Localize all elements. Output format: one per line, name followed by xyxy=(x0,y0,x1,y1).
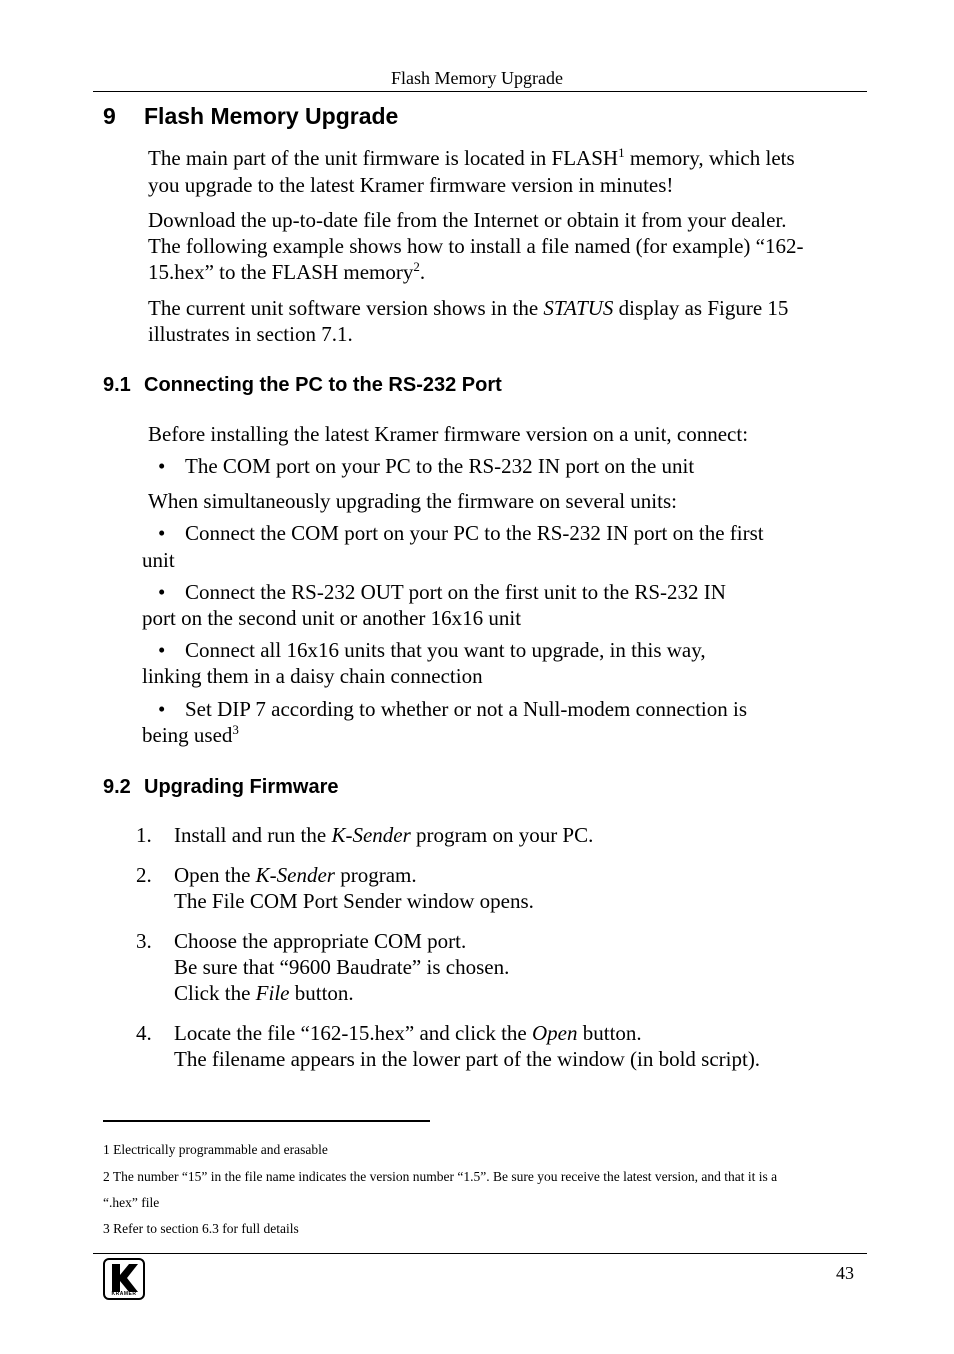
text: The current unit software version shows in the xyxy=(148,296,544,320)
footnote: 3 Refer to section 6.3 for full details xyxy=(103,1221,299,1236)
running-header: Flash Memory Upgrade xyxy=(391,68,563,88)
text: Locate the file “162-15.hex” and click the xyxy=(174,1021,533,1045)
paragraph xyxy=(148,145,795,171)
list-item xyxy=(148,520,764,546)
list-item-continuation: unit xyxy=(142,548,175,572)
footer-rule xyxy=(93,1253,867,1254)
section-title: Connecting the PC to the RS-232 Port xyxy=(144,374,502,396)
text: program. xyxy=(334,863,417,887)
list-item xyxy=(148,453,694,479)
footnote-ref: 2 xyxy=(413,259,420,274)
list-item-text: Connect the RS-232 OUT port on the first unit to the RS-232 IN xyxy=(185,580,726,604)
step-number: 3. xyxy=(136,929,152,953)
list-item-continuation xyxy=(142,722,239,748)
header-rule xyxy=(93,91,867,92)
bullet-icon: • xyxy=(158,638,166,662)
italic-text: K-Sender xyxy=(255,863,335,887)
text: Click the xyxy=(174,981,256,1005)
bullet-icon: • xyxy=(158,580,166,604)
text: memory, which lets xyxy=(624,146,795,170)
paragraph-line xyxy=(148,295,788,321)
step-text-line: The filename appears in the lower part of the window (in bold script). xyxy=(174,1047,761,1071)
section-9-2-heading xyxy=(103,776,338,799)
step-number: 1. xyxy=(136,823,152,847)
list-item xyxy=(148,637,706,663)
step-number: 2. xyxy=(136,863,152,887)
text: The main part of the unit firmware is located in FLASH xyxy=(148,146,619,170)
footnote-ref: 3 xyxy=(232,722,239,737)
section-9-heading xyxy=(103,103,398,130)
paragraph-line: Download the up-to-date file from the Internet or obtain it from your dealer. xyxy=(148,208,787,232)
list-item-text: Connect all 16x16 units that you want to upgrade, in this way, xyxy=(185,638,706,662)
section-title: Upgrading Firmware xyxy=(144,776,339,798)
bullet-icon: • xyxy=(158,454,166,478)
text: being used xyxy=(142,723,233,747)
text: 15.hex” to the FLASH memory xyxy=(148,260,414,284)
text: button. xyxy=(577,1021,642,1045)
text: Install and run the xyxy=(174,823,332,847)
section-9-1-heading xyxy=(103,374,502,397)
italic-text: STATUS xyxy=(543,296,614,320)
text: Open the xyxy=(174,863,256,887)
logo-wordmark: KRAMER xyxy=(111,1291,137,1297)
page-number: 43 xyxy=(836,1263,854,1283)
step-text-line: The File COM Port Sender window opens. xyxy=(174,889,534,913)
footnote-separator xyxy=(103,1120,430,1122)
step-text xyxy=(174,822,593,848)
paragraph-line: Before installing the latest Kramer firmware version on a unit, connect: xyxy=(148,422,749,446)
step-text-line: Be sure that “9600 Baudrate” is chosen. xyxy=(174,955,510,979)
step-text xyxy=(174,862,417,888)
italic-text: K-Sender xyxy=(331,823,411,847)
list-item xyxy=(148,696,747,722)
italic-text: File xyxy=(255,981,290,1005)
step-number: 4. xyxy=(136,1021,152,1045)
section-title: Flash Memory Upgrade xyxy=(144,103,399,129)
paragraph-line: illustrates in section 7.1. xyxy=(148,322,353,346)
step-text xyxy=(174,1020,642,1046)
step-text-line: Choose the appropriate COM port. xyxy=(174,929,467,953)
list-item-text: Connect the COM port on your PC to the RS-232 IN port on the first xyxy=(185,521,764,545)
paragraph-line: The following example shows how to install a file named (for example) “162- xyxy=(148,234,804,258)
list-item-text: The COM port on your PC to the RS-232 IN port on the unit xyxy=(185,454,695,478)
italic-text: Open xyxy=(532,1021,578,1045)
text: display as Figure 15 xyxy=(613,296,789,320)
list-item xyxy=(148,579,726,605)
text: program on your PC. xyxy=(410,823,594,847)
kramer-logo xyxy=(103,1258,145,1300)
list-item-continuation: linking them in a daisy chain connection xyxy=(142,664,483,688)
bullet-icon: • xyxy=(158,521,166,545)
text: button. xyxy=(289,981,354,1005)
footnote: “.hex” file xyxy=(103,1195,160,1210)
list-item-text: Set DIP 7 according to whether or not a Null-modem connection is xyxy=(185,697,748,721)
section-number: 9 xyxy=(103,103,116,129)
list-item-continuation: port on the second unit or another 16x16 unit xyxy=(142,606,522,630)
text: . xyxy=(419,260,426,284)
paragraph-line: When simultaneously upgrading the firmware on several units: xyxy=(148,489,677,513)
footnote-ref: 1 xyxy=(618,145,625,160)
paragraph-line: you upgrade to the latest Kramer firmware version in minutes! xyxy=(148,173,674,197)
step-text-line xyxy=(174,980,354,1006)
paragraph-line xyxy=(148,259,425,285)
section-number: 9.1 xyxy=(103,374,131,396)
section-number: 9.2 xyxy=(103,776,131,798)
footnote: 1 Electrically programmable and erasable xyxy=(103,1142,328,1157)
footnote: 2 The number “15” in the file name indicates the version number “1.5”. Be sure you receive the latest version, and that it is a xyxy=(103,1169,778,1184)
bullet-icon: • xyxy=(158,697,166,721)
